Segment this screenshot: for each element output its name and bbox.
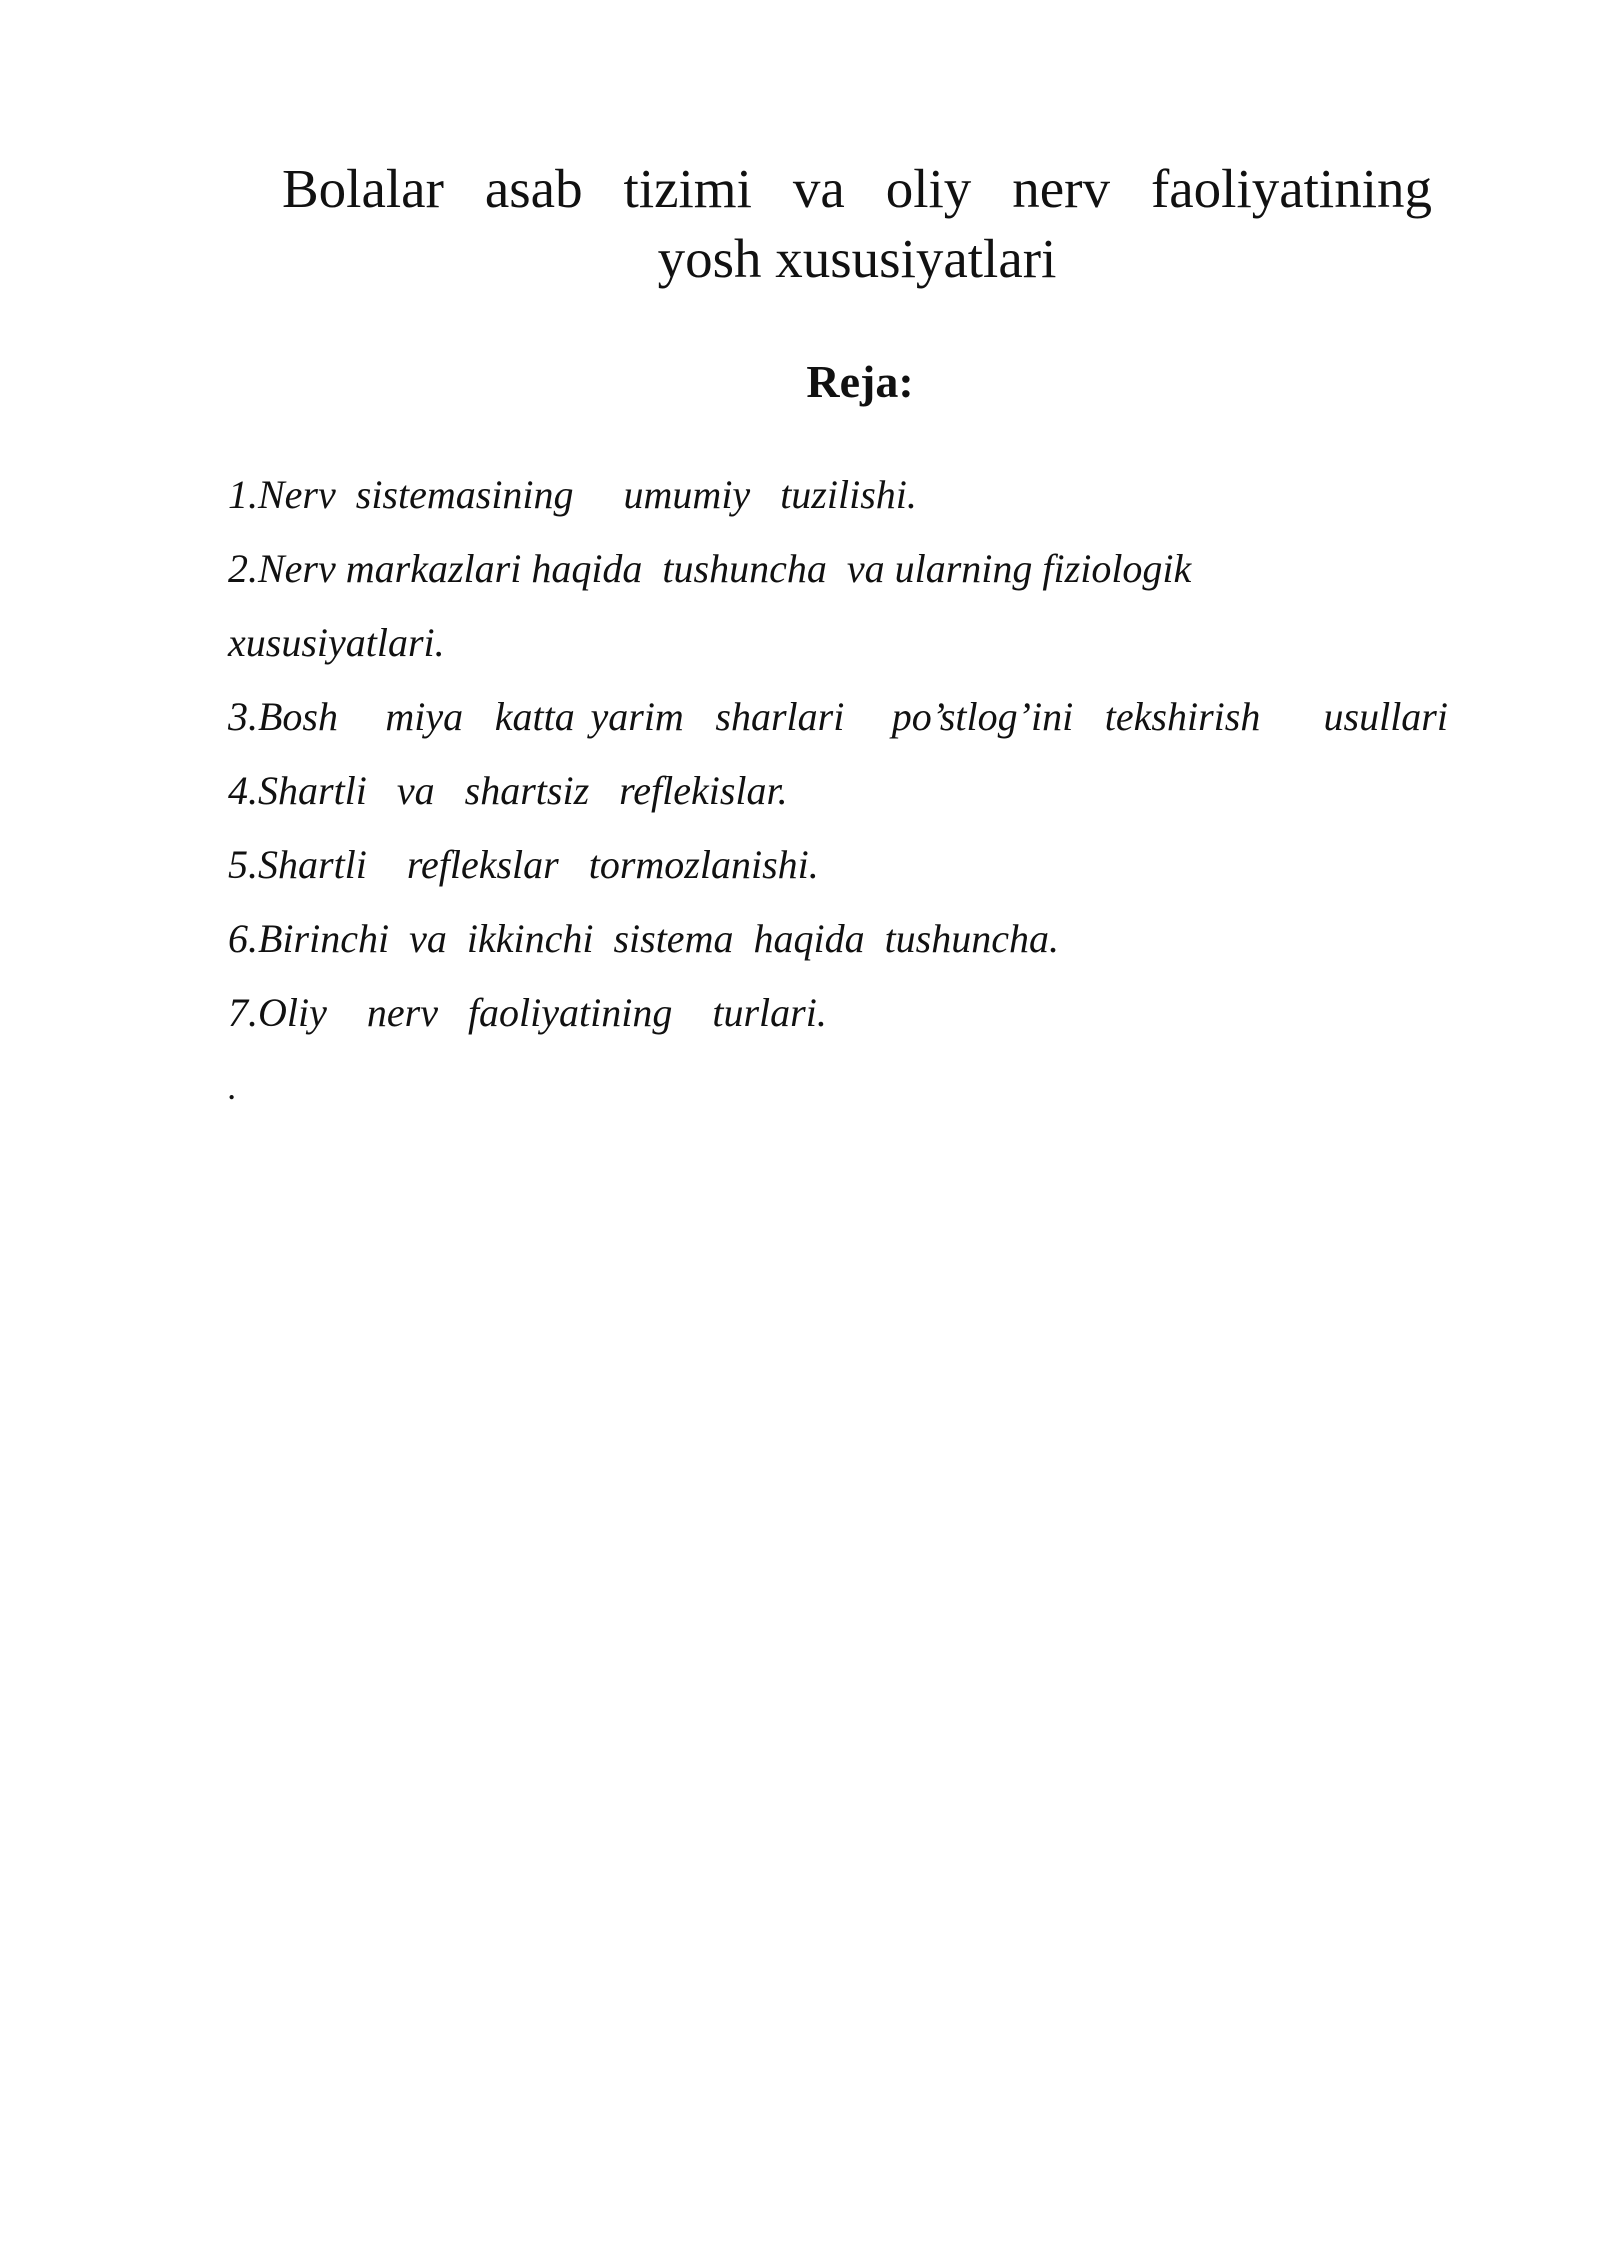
plan-list [228,458,1448,1124]
document-title-line-1: Bolalar asab tizimi va oliy nerv faoliyatining [282,158,1432,219]
trailing-dot: . [228,1067,237,1107]
plan-item-2-continuation: xususiyatlari. [228,620,445,665]
plan-item-4: 4.Shartli va shartsiz reflekislar. [228,768,788,813]
plan-item-5: 5.Shartli reflekslar tormozlanishi. [228,842,819,887]
plan-item-7: 7.Oliy nerv faoliyatining turlari. [228,990,827,1035]
plan-item-1: 1.Nerv sistemasining umumiy tuzilishi. [228,472,917,517]
plan-item-2: 2.Nerv markazlari haqida tushuncha va ularning fiziologik [228,546,1192,591]
plan-heading: Reja: [806,356,914,407]
plan-item-6: 6.Birinchi va ikkinchi sistema haqida tushuncha. [228,916,1059,961]
document-title-line-2: yosh xususiyatlari [657,228,1057,289]
plan-item-3: 3.Bosh miya katta yarim sharlari po’stlog’ini tekshirish usullari [228,694,1448,739]
